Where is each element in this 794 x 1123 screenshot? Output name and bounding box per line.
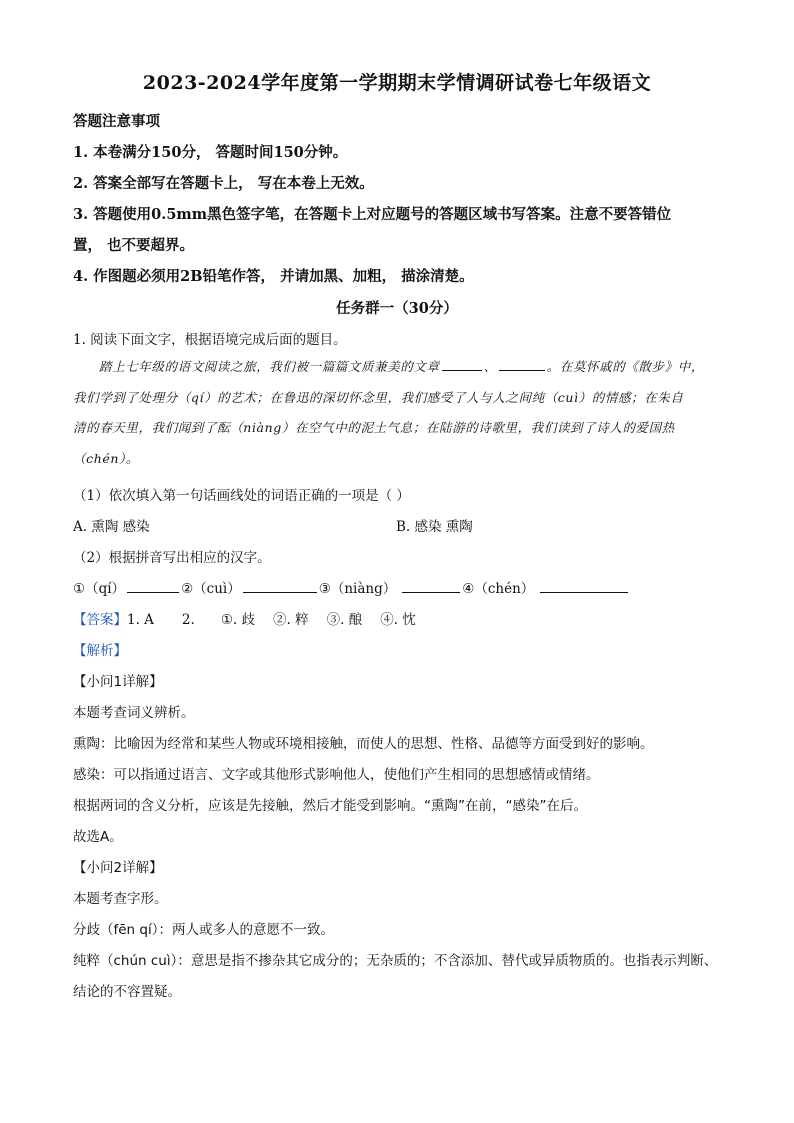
answer-blank — [499, 357, 545, 371]
note-item-3-cont: 置， 也不要超界。 — [73, 237, 195, 254]
option-b: B. 感染 熏陶 — [396, 519, 473, 535]
analysis-sub2-heading: 【小问2详解】 — [73, 860, 163, 876]
page-title: 2023-2024学年度第一学期期末学情调研试卷七年级语文 — [142, 72, 652, 94]
analysis-line: 故选A。 — [73, 829, 123, 845]
passage-text: 。在莫怀戚的《散步》中， — [546, 359, 704, 374]
analysis-line: 结论的不容置疑。 — [73, 984, 181, 1000]
notes-heading: 答题注意事项 — [73, 113, 160, 130]
analysis-line: 本题考查字形。 — [73, 891, 168, 907]
answer-blank — [402, 579, 460, 593]
section-title: 任务群一（30分） — [336, 300, 458, 317]
passage-line-3: 清的春天里，我们闻到了酝（niàng）在空气中的泥土气息；在陆游的诗歌里，我们读到了诗人的爱国热 — [73, 420, 675, 435]
answer-blank — [442, 357, 482, 371]
answer-blank — [127, 579, 179, 593]
passage-line-2: 我们学到了处理分（qí）的艺术；在鲁迅的深切怀念里，我们感受了人与人之间纯（cuì）的情感；在朱自 — [73, 389, 684, 405]
answer-blank — [540, 579, 628, 593]
answer-2-item-3: ③. 酿 — [326, 612, 363, 628]
answer-2-number: 2. — [181, 612, 195, 628]
note-item-1: 1. 本卷满分150分， 答题时间150分钟。 — [73, 144, 348, 161]
pinyin-row — [73, 577, 630, 597]
answer-1: 1. A — [127, 612, 154, 628]
analysis-label: 【解析】 — [73, 643, 127, 659]
note-item-4: 4. 作图题必须用2B铅笔作答， 并请加黑、加粗， 描涂清楚。 — [73, 268, 474, 285]
answer-2-item-4: ④. 忱 — [380, 612, 416, 628]
answer-row — [73, 608, 416, 628]
answer-label: 【答案】 — [73, 612, 127, 628]
sub-question-1: （1）依次填入第一句话画线处的词语正确的一项是（ ） — [73, 488, 410, 504]
pinyin-item-3: ③（niàng） — [318, 581, 397, 597]
passage-text: 踏上七年级的语文阅读之旅，我们被一篇篇文质兼美的文章 — [99, 359, 440, 374]
analysis-line: 本题考查词义辨析。 — [73, 705, 195, 721]
answer-blank — [243, 579, 317, 593]
analysis-line: 纯粹（chún cuì）：意思是指不掺杂其它成分的；无杂质的；不含添加、替代或异质物质的。也指表示判断、 — [73, 953, 718, 969]
passage-line-1 — [73, 352, 733, 383]
analysis-line: 感染：可以指通过语言、文字或其他形式影响他人，使他们产生相同的思想感情或情绪。 — [73, 767, 600, 783]
passage-line-4: （chén）。 — [73, 450, 139, 466]
note-item-2: 2. 答案全部写在答题卡上， 写在本卷上无效。 — [73, 175, 374, 192]
note-item-3: 3. 答题使用0.5mm黑色签字笔，在答题卡上对应题号的答题区域书写答案。注意不要答错位 — [73, 206, 672, 223]
pinyin-item-2: ②（cuì） — [181, 581, 241, 597]
sub-question-2: （2）根据拼音写出相应的汉字。 — [73, 550, 271, 566]
passage-text: 、 — [483, 359, 497, 374]
answer-2-item-1: ①. 歧 — [220, 612, 255, 628]
analysis-line: 分歧（fēn qí）：两人或多人的意愿不一致。 — [73, 922, 334, 938]
analysis-sub1-heading: 【小问1详解】 — [73, 674, 163, 690]
answer-2-item-2: ②. 粹 — [273, 612, 309, 628]
analysis-line: 熏陶：比喻因为经常和某些人物或环境相接触，而使人的思想、性格、品德等方面受到好的影响。 — [73, 736, 654, 752]
passage — [73, 352, 733, 474]
pinyin-item-4: ④（chén） — [462, 581, 535, 597]
pinyin-item-1: ①（qí） — [73, 581, 126, 597]
analysis-line: 根据两词的含义分析，应该是先接触，然后才能受到影响。“熏陶”在前，“感染”在后。 — [73, 798, 587, 814]
question-stem: 1. 阅读下面文字，根据语境完成后面的题目。 — [73, 332, 347, 348]
option-a: A. 熏陶 感染 — [73, 519, 150, 535]
